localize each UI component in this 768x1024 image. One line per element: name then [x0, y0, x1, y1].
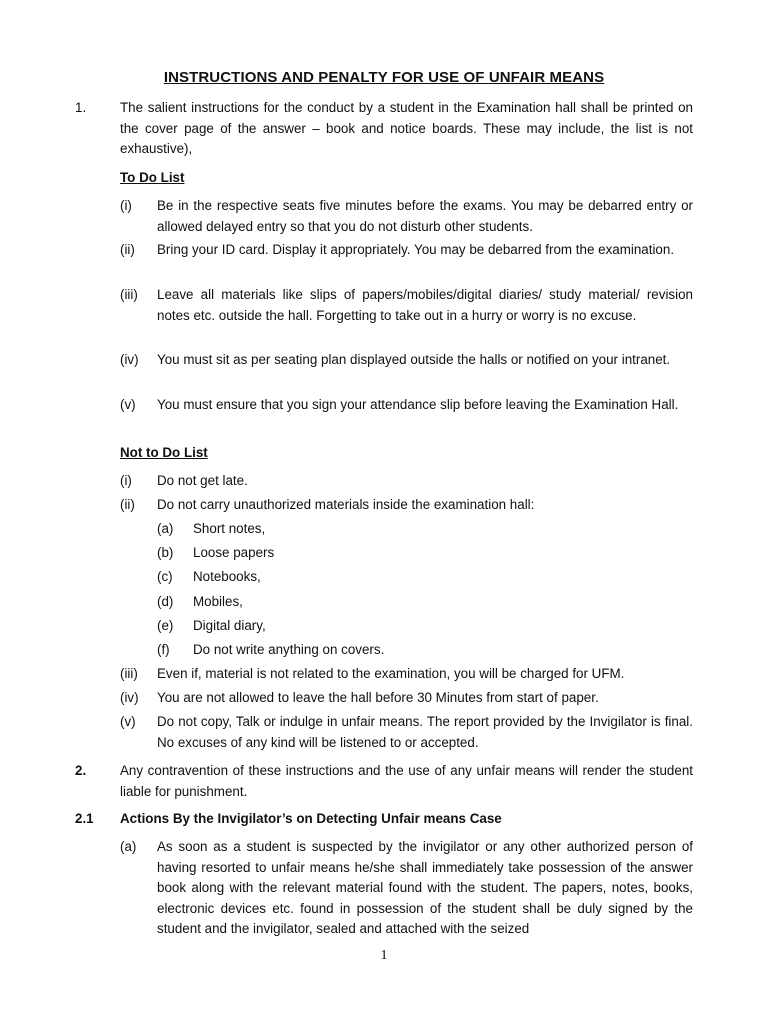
nottodo-item-text: Do not copy, Talk or indulge in unfair means. The report provided by the Invigilator is final. No excuses of any kind will be listened to or accepted. — [157, 714, 693, 750]
nottodo-item-label: (i) — [120, 473, 132, 488]
page-number: 1 — [380, 948, 388, 963]
nottodo-subitem-text: Loose papers — [193, 545, 275, 560]
nottodo-item-text: Even if, material is not related to the examination, you will be charged for UFM. — [157, 666, 625, 681]
nottodo-subitem-text: Short notes, — [193, 521, 266, 536]
todo-item-text: Bring your ID card. Display it appropriately. You may be debarred from the examination. — [157, 242, 675, 257]
todo-item-text: Leave all materials like slips of papers/mobiles/digital diaries/ study material/ revision notes etc. outside the hall. Forgetting to take out in a hurry or worry is no excuse. — [157, 287, 693, 323]
todo-item-text: You must sit as per seating plan displayed outside the halls or notified on your intranet. — [157, 352, 671, 367]
nottodo-subitem-text: Digital diary, — [193, 618, 266, 633]
nottodo-item-text: Do not get late. — [157, 473, 248, 488]
nottodo-item-label: (ii) — [120, 497, 135, 512]
nottodo-subitem-text: Notebooks, — [193, 569, 261, 584]
nottodo-subitem-text: Do not write anything on covers. — [193, 642, 385, 657]
todo-item-text: Be in the respective seats five minutes before the exams. You may be debarred entry or allowed delayed entry so that you do not disturb other students. — [157, 198, 693, 234]
section-2-1-heading: Actions By the Invigilator’s on Detecting Unfair means Case — [120, 811, 502, 826]
section-2-text: Any contravention of these instructions and the use of any unfair means will render the student liable for punishment. — [120, 763, 693, 799]
nottodo-subitem-label: (a) — [157, 521, 174, 536]
nottodo-item-label: (iv) — [120, 690, 139, 705]
nottodo-subitem-label: (e) — [157, 618, 174, 633]
todo-item-label: (iii) — [120, 287, 138, 302]
section-2-1-number: 2.1 — [75, 811, 94, 826]
nottodo-subitem-label: (f) — [157, 642, 170, 657]
nottodo-item-label: (iii) — [120, 666, 138, 681]
section-1-text: The salient instructions for the conduct by a student in the Examination hall shall be printed on the cover page of the answer – book and notice boards. These may include, the list is not exhaustive), — [120, 100, 693, 156]
todo-item-label: (i) — [120, 198, 132, 213]
nottodo-item-label: (v) — [120, 714, 136, 729]
todo-item-label: (ii) — [120, 242, 135, 257]
nottodo-heading: Not to Do List — [120, 445, 208, 460]
todo-heading: To Do List — [120, 170, 185, 185]
nottodo-item-text: You are not allowed to leave the hall before 30 Minutes from start of paper. — [157, 690, 599, 705]
nottodo-subitem-label: (d) — [157, 594, 174, 609]
nottodo-subitem-text: Mobiles, — [193, 594, 243, 609]
section-2-1-item-label: (a) — [120, 839, 137, 854]
section-2-1-item-text: As soon as a student is suspected by the invigilator or any other authorized person of having resorted to unfair means he/she shall immediately take possession of the answer book along with the relevant material found with the student. The papers, notes, books, electronic devices etc. found in possession of the student shall be duly signed by the student and the invigilator, sealed and attached with the seized — [157, 839, 693, 936]
section-1-number: 1. — [75, 100, 87, 115]
todo-item-label: (iv) — [120, 352, 139, 367]
section-2-number: 2. — [75, 763, 87, 778]
nottodo-item-text: Do not carry unauthorized materials inside the examination hall: — [157, 497, 535, 512]
todo-item-text: You must ensure that you sign your attendance slip before leaving the Examination Hall. — [157, 397, 679, 412]
nottodo-subitem-label: (c) — [157, 569, 173, 584]
document-title: INSTRUCTIONS AND PENALTY FOR USE OF UNFAIR MEANS — [163, 69, 605, 86]
todo-item-label: (v) — [120, 397, 136, 412]
nottodo-subitem-label: (b) — [157, 545, 174, 560]
